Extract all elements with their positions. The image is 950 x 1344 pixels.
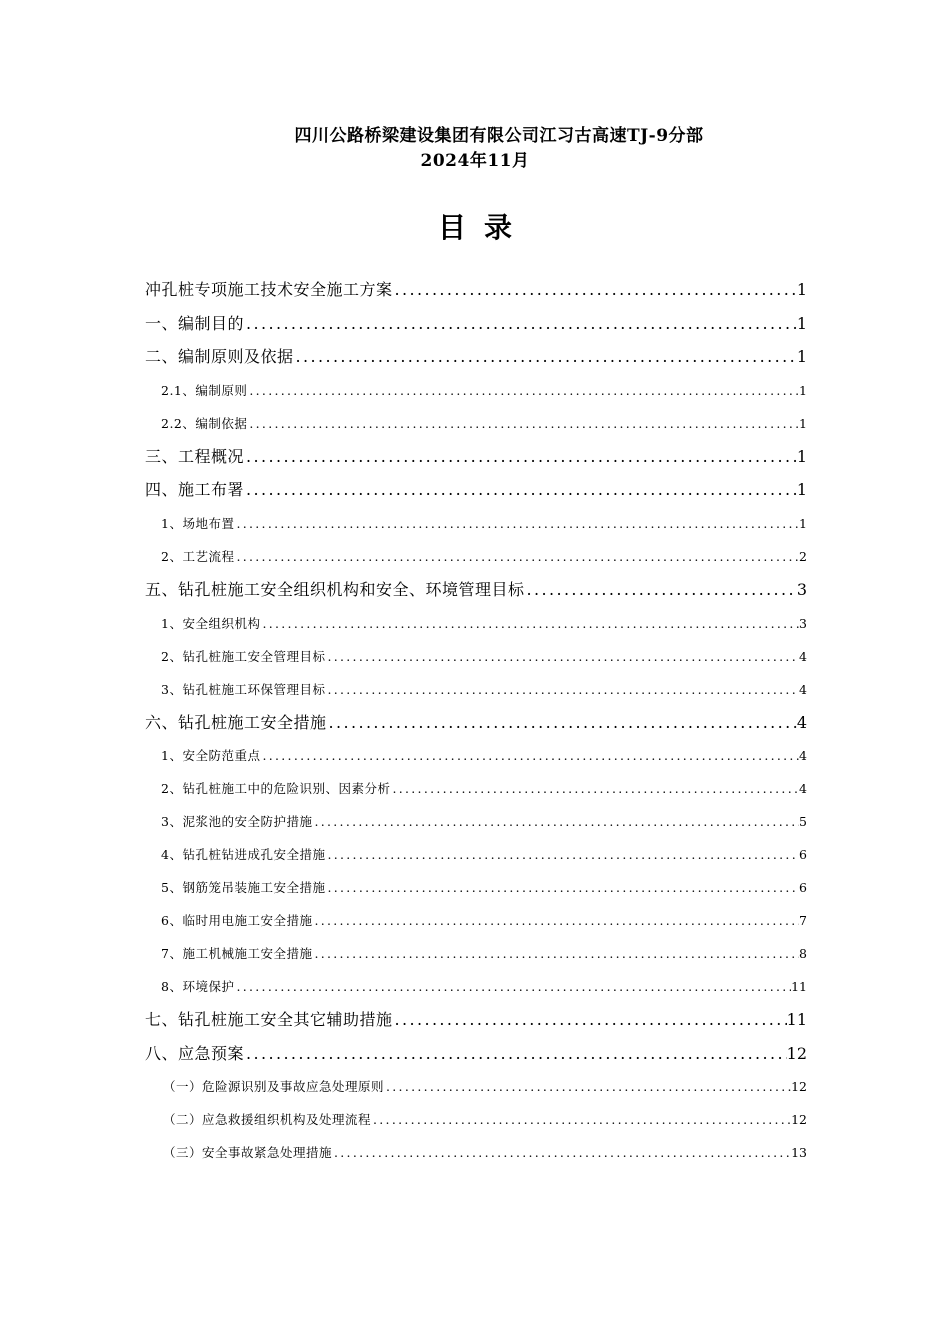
toc-leader-dots [325, 640, 799, 673]
toc-entry-text: 2、钻孔桩施工安全管理目标 [161, 648, 326, 664]
toc-entry-text: 1、安全防范重点 [161, 748, 261, 764]
toc-leader-dots [260, 607, 799, 640]
toc-page-number: 12 [791, 1112, 807, 1128]
toc-page-number: 13 [791, 1145, 807, 1161]
toc-entry-text: 5、钢筋笼吊装施工安全措施 [161, 880, 326, 896]
toc-title: 目录 [437, 211, 530, 244]
toc-entry[interactable] [0, 273, 807, 307]
toc-leader-dots [244, 1037, 787, 1071]
toc-entry-text: （一）危险源识别及事故应急处理原则 [163, 1079, 385, 1095]
toc-leader-dots [234, 507, 799, 540]
toc-leader-dots [312, 904, 799, 937]
toc-leader-dots [390, 772, 799, 805]
toc-entry[interactable] [0, 540, 807, 573]
toc-entry-text: 4、钻孔桩钻进成孔安全措施 [161, 847, 326, 863]
toc-leader-dots [247, 374, 799, 407]
toc-entry-text: 二、编制原则及依据 [145, 347, 294, 367]
toc-entry[interactable] [0, 673, 807, 706]
toc-page-number: 1 [796, 347, 807, 367]
toc-entry-text: 八、应急预案 [145, 1043, 245, 1063]
toc-page-number: 1 [799, 382, 807, 398]
toc-entry[interactable] [0, 1037, 807, 1071]
toc-leader-dots [234, 540, 799, 573]
toc-leader-dots [393, 1003, 787, 1037]
toc-leader-dots [244, 440, 797, 474]
toc-page-number: 4 [799, 681, 807, 697]
toc-entry[interactable] [0, 473, 807, 507]
toc-entry[interactable] [0, 374, 807, 407]
toc-entry[interactable] [0, 1136, 807, 1169]
toc-leader-dots [312, 805, 799, 838]
toc-entry-text: 3、泥浆池的安全防护措施 [161, 814, 313, 830]
toc-leader-dots [332, 1136, 791, 1169]
toc-leader-dots [247, 407, 799, 440]
toc-entry[interactable] [0, 607, 807, 640]
toc-page-number: 12 [786, 1043, 807, 1063]
organization-name: 四川公路桥梁建设集团有限公司江习古高速TJ-9分部 [294, 126, 704, 146]
toc-entry-text: 五、钻孔桩施工安全组织机构和安全、环境管理目标 [145, 579, 525, 599]
toc-entry[interactable] [0, 871, 807, 904]
toc-leader-dots [384, 1070, 791, 1103]
toc-leader-dots [325, 838, 799, 871]
toc-entry-text: 6、临时用电施工安全措施 [161, 913, 313, 929]
toc-leader-dots [393, 273, 797, 307]
toc-page-number: 4 [799, 748, 807, 764]
toc-page-number: 11 [786, 1010, 807, 1030]
toc-entry[interactable] [0, 507, 807, 540]
toc-page-number: 1 [799, 515, 807, 531]
toc-entry[interactable] [0, 838, 807, 871]
toc-entry-text: （二）应急救援组织机构及处理流程 [163, 1112, 372, 1128]
toc-entry-text: 2.2、编制依据 [161, 415, 248, 431]
toc-page-number: 1 [796, 480, 807, 500]
toc-page-number: 12 [791, 1079, 807, 1095]
toc-entry[interactable] [0, 1003, 807, 1037]
toc-entry[interactable] [0, 307, 807, 341]
toc-entry[interactable] [0, 805, 807, 838]
toc-leader-dots [312, 937, 799, 970]
toc-entry-text: （三）安全事故紧急处理措施 [163, 1145, 333, 1161]
toc-leader-dots [244, 473, 797, 507]
toc-entry[interactable] [0, 772, 807, 805]
toc-entry-text: 四、施工布署 [145, 480, 245, 500]
toc-page-number: 1 [799, 415, 807, 431]
toc-leader-dots [325, 871, 799, 904]
toc-entry[interactable] [0, 937, 807, 970]
toc-entry-text: 2.1、编制原则 [161, 382, 248, 398]
toc-entry-text: 2、钻孔桩施工中的危险识别、因素分析 [161, 781, 391, 797]
toc-page-number: 1 [796, 280, 807, 299]
toc-leader-dots [327, 706, 797, 740]
toc-leader-dots [244, 307, 797, 341]
toc-leader-dots [260, 739, 799, 772]
toc-entry-text: 七、钻孔桩施工安全其它辅助措施 [145, 1010, 393, 1030]
toc-entry[interactable] [0, 904, 807, 937]
toc-page-number: 4 [796, 712, 807, 732]
toc-entry[interactable] [0, 706, 807, 740]
table-of-contents [0, 273, 950, 1169]
toc-leader-dots [234, 970, 791, 1003]
toc-entry[interactable] [0, 440, 807, 474]
toc-page-number: 6 [799, 880, 807, 896]
toc-entry-text: 1、场地布置 [161, 515, 235, 531]
toc-page-number: 7 [799, 913, 807, 929]
toc-leader-dots [371, 1103, 791, 1136]
toc-leader-dots [525, 573, 797, 607]
toc-leader-dots [294, 340, 797, 374]
toc-entry[interactable] [0, 573, 807, 607]
toc-entry-text: 2、工艺流程 [161, 548, 235, 564]
toc-entry-text: 7、施工机械施工安全措施 [161, 946, 313, 962]
toc-entry[interactable] [0, 1103, 807, 1136]
toc-entry[interactable] [0, 340, 807, 374]
toc-page-number: 4 [799, 781, 807, 797]
toc-entry-text: 六、钻孔桩施工安全措施 [145, 712, 327, 732]
toc-page-number: 6 [799, 847, 807, 863]
toc-leader-dots [325, 673, 799, 706]
toc-entry[interactable] [0, 1070, 807, 1103]
toc-entry-text: 三、工程概况 [145, 446, 245, 466]
toc-entry[interactable] [0, 739, 807, 772]
toc-page-number: 5 [799, 814, 807, 830]
document-header [0, 124, 950, 173]
toc-entry-text: 3、钻孔桩施工环保管理目标 [161, 681, 326, 697]
toc-page-number: 11 [791, 979, 807, 995]
toc-page-number: 1 [796, 313, 807, 333]
toc-entry-text: 8、环境保护 [161, 979, 235, 995]
toc-page-number: 1 [796, 446, 807, 466]
toc-entry-text: 1、安全组织机构 [161, 615, 261, 631]
toc-entry-text: 一、编制目的 [145, 313, 245, 333]
toc-page-number: 4 [799, 648, 807, 664]
toc-entry[interactable] [0, 640, 807, 673]
toc-entry-text: 冲孔桩专项施工技术安全施工方案 [145, 280, 393, 299]
toc-page-number: 3 [799, 615, 807, 631]
toc-page-number: 2 [799, 548, 807, 564]
toc-entry[interactable] [0, 970, 807, 1003]
toc-entry[interactable] [0, 407, 807, 440]
document-date: 2024年11月 [420, 151, 530, 171]
toc-page-number: 3 [796, 579, 807, 599]
toc-page-number: 8 [799, 946, 807, 962]
